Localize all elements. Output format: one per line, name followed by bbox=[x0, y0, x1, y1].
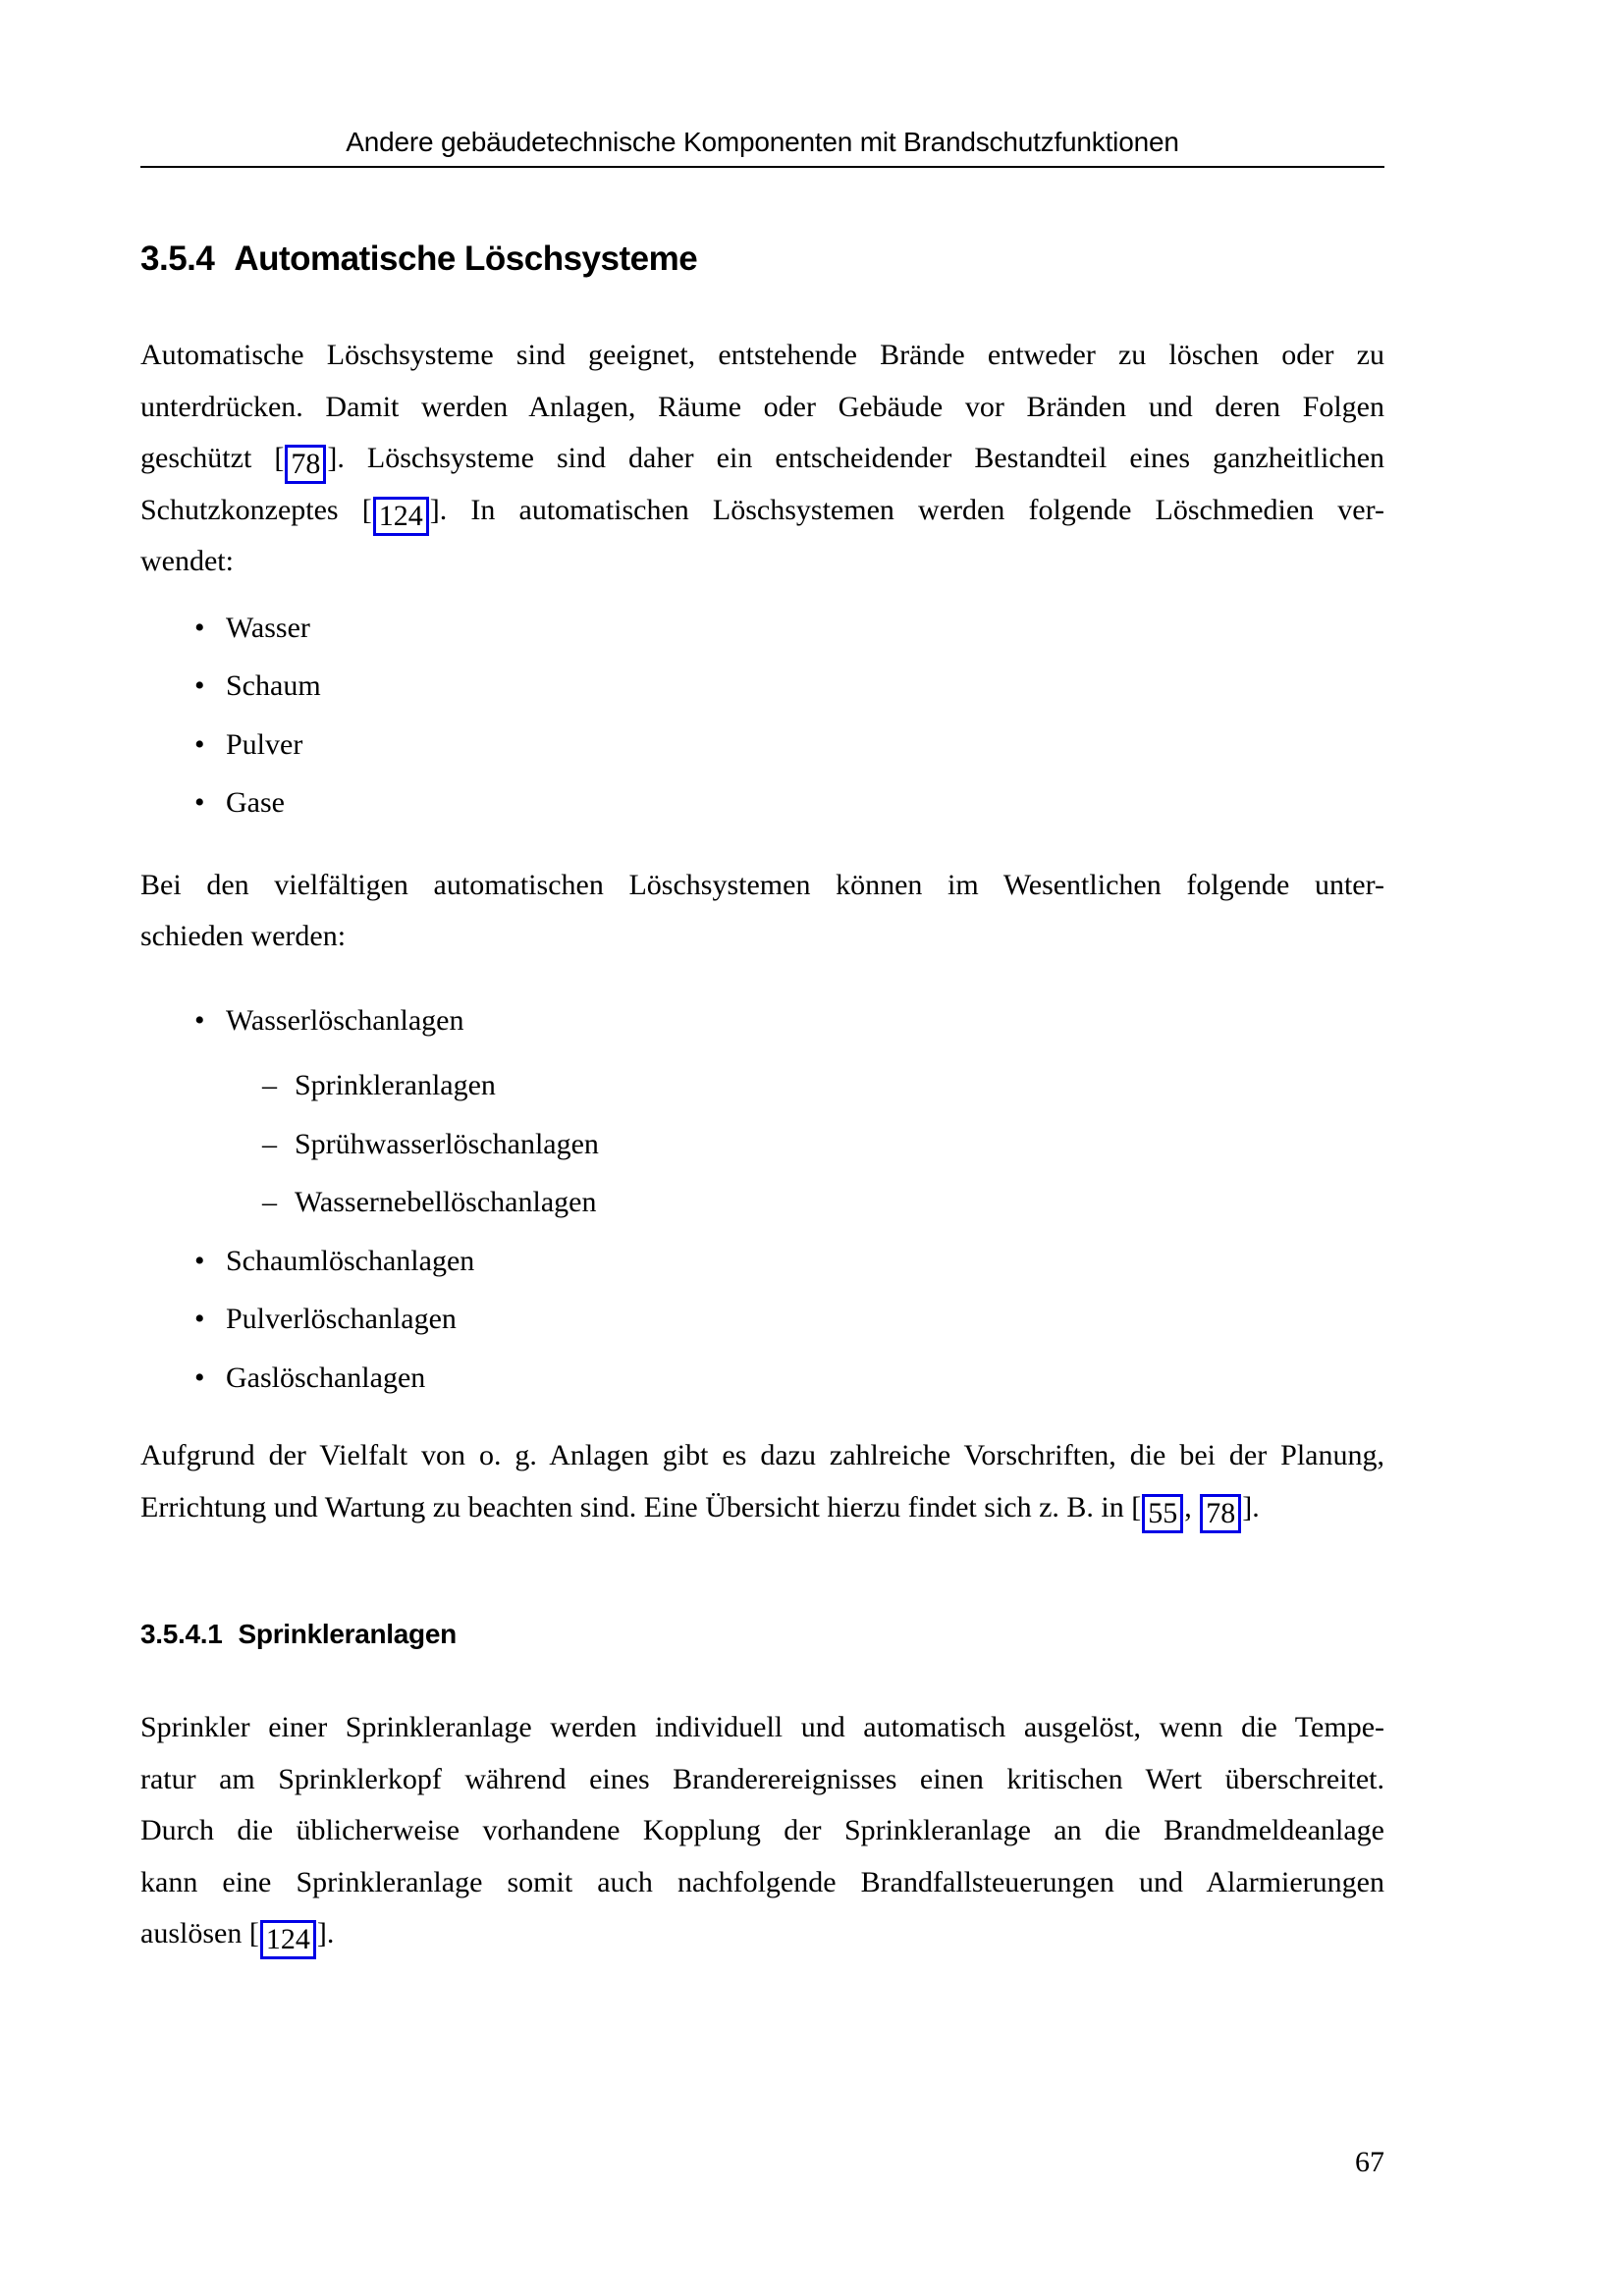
body-paragraph-4 bbox=[140, 1702, 1384, 1960]
list-item bbox=[140, 720, 1384, 772]
citation-bracket: [ bbox=[248, 1917, 259, 1949]
citation-bracket: [ bbox=[274, 442, 285, 474]
citation-number: 124 bbox=[373, 497, 429, 536]
list-item bbox=[140, 1353, 1384, 1405]
text-line: auslösen [ 124 ]. bbox=[140, 1908, 1384, 1960]
list-item bbox=[140, 1236, 1384, 1288]
text-line: unterdrücken. Damit werden Anlagen, Räume oder Gebäude vor Bränden und deren Folgen bbox=[140, 390, 1384, 423]
body-paragraph-2 bbox=[140, 860, 1384, 963]
section-number: 3.5.4 bbox=[140, 240, 215, 278]
citation-link[interactable]: [ 55 , 78 ] bbox=[1131, 1491, 1252, 1523]
extinguishing-media-list bbox=[140, 603, 1384, 829]
text-line: Bei den vielfältigen automatischen Löschsystemen können im Wesentlichen folgende unter- bbox=[140, 868, 1384, 901]
text-line: Errichtung und Wartung zu beachten sind. Eine Übersicht hierzu findet sich z. B. in [ 55 , 78 ]. bbox=[140, 1482, 1384, 1534]
text-line: kann eine Sprinkleranlage somit auch nachfolgende Brandfallsteuerungen und Alarmierungen bbox=[140, 1865, 1384, 1898]
subsection-title: Sprinkleranlagen bbox=[238, 1619, 457, 1649]
bullet-marker: • bbox=[194, 1244, 205, 1277]
citation-bracket: ] bbox=[429, 493, 440, 526]
page-content bbox=[140, 0, 1384, 1960]
list-item-label: Gaslöschanlagen bbox=[226, 1361, 426, 1394]
body-paragraph-1 bbox=[140, 330, 1384, 588]
citation-link[interactable] bbox=[361, 493, 440, 532]
text-line: Automatische Löschsysteme sind geeignet, entstehende Brände entweder zu löschen oder zu bbox=[140, 339, 1384, 371]
text-line: Sprinkler einer Sprinkleranlage werden individuell und automatisch ausgelöst, wenn die Tempe- bbox=[140, 1711, 1384, 1743]
page-number: 67 bbox=[1355, 2146, 1384, 2178]
section-heading bbox=[140, 237, 1384, 282]
text-line: wendet: bbox=[140, 545, 234, 577]
subsection-number: 3.5.4.1 bbox=[140, 1619, 223, 1649]
dash-marker: – bbox=[262, 1186, 277, 1218]
text-line: ratur am Sprinklerkopf während eines Branderereignisses einen kritischen Wert überschreitet. bbox=[140, 1762, 1384, 1795]
bullet-marker: • bbox=[194, 786, 205, 819]
head-rule bbox=[140, 166, 1384, 168]
text-line: Durch die üblicherweise vorhandene Kopplung der Sprinkleranlage an die Brandmeldeanlage bbox=[140, 1814, 1384, 1846]
text-line: Aufgrund der Vielfalt von o. g. Anlagen gibt es dazu zahlreiche Vorschriften, die bei der Planung, bbox=[140, 1439, 1384, 1471]
citation-bracket: [ bbox=[1131, 1490, 1142, 1523]
list-item bbox=[140, 777, 1384, 829]
list-item bbox=[140, 1119, 1384, 1171]
citation-link[interactable] bbox=[274, 442, 338, 480]
subsection-heading bbox=[140, 1616, 1384, 1653]
list-item-label: Schaumlöschanlagen bbox=[226, 1244, 475, 1277]
bullet-marker: • bbox=[194, 669, 205, 702]
list-item-label: Pulverlöschanlagen bbox=[226, 1303, 457, 1335]
dash-marker: – bbox=[262, 1127, 277, 1160]
bullet-marker: • bbox=[194, 1303, 205, 1335]
section-title: Automatische Löschsysteme bbox=[234, 240, 698, 278]
bullet-marker: • bbox=[194, 1003, 205, 1037]
running-head: Andere gebäudetechnische Komponenten mit Brandschutzfunktionen bbox=[346, 127, 1179, 157]
citation-bracket: ] bbox=[316, 1917, 327, 1949]
extinguishing-systems-list bbox=[140, 995, 1384, 1405]
list-item-label: Sprühwasserlöschanlagen bbox=[295, 1127, 599, 1160]
list-item bbox=[140, 661, 1384, 713]
citation-number: 78 bbox=[1200, 1494, 1241, 1533]
bullet-marker: • bbox=[194, 727, 205, 761]
text-line: schieden werden: bbox=[140, 920, 347, 952]
list-item bbox=[140, 995, 1384, 1047]
list-item-label: Pulver bbox=[226, 727, 303, 761]
body-paragraph-3 bbox=[140, 1430, 1384, 1533]
bullet-marker: • bbox=[194, 611, 205, 644]
text-line: geschützt [ 78 ]. Löschsysteme sind daher ein entscheidender Bestandteil eines ganzheitlichen bbox=[140, 433, 1384, 485]
citation-number: 55 bbox=[1142, 1494, 1183, 1533]
citation-bracket: [ bbox=[361, 493, 372, 526]
list-item bbox=[140, 1060, 1384, 1112]
list-item-label: Gase bbox=[226, 786, 285, 819]
citation-bracket: ] bbox=[327, 442, 338, 474]
list-item-label: Wassernebellöschanlagen bbox=[295, 1186, 597, 1218]
list-item-label: Wasserlöschanlagen bbox=[226, 1003, 464, 1037]
dash-marker: – bbox=[262, 1069, 277, 1101]
citation-number: 124 bbox=[260, 1920, 316, 1959]
list-item bbox=[140, 603, 1384, 655]
list-item bbox=[140, 1294, 1384, 1346]
list-item-label: Schaum bbox=[226, 669, 321, 702]
citation-bracket: ] bbox=[1242, 1490, 1253, 1523]
list-item-label: Wasser bbox=[226, 611, 310, 644]
list-item-label: Sprinkleranlagen bbox=[295, 1069, 496, 1101]
list-item bbox=[140, 1177, 1384, 1229]
bullet-marker: • bbox=[194, 1361, 205, 1394]
citation-number: 78 bbox=[285, 445, 326, 484]
text-line: Schutzkonzeptes [ 124 ]. In automatischen Löschsystemen werden folgende Löschmedien ver- bbox=[140, 485, 1384, 537]
citation-link[interactable] bbox=[248, 1917, 327, 1955]
